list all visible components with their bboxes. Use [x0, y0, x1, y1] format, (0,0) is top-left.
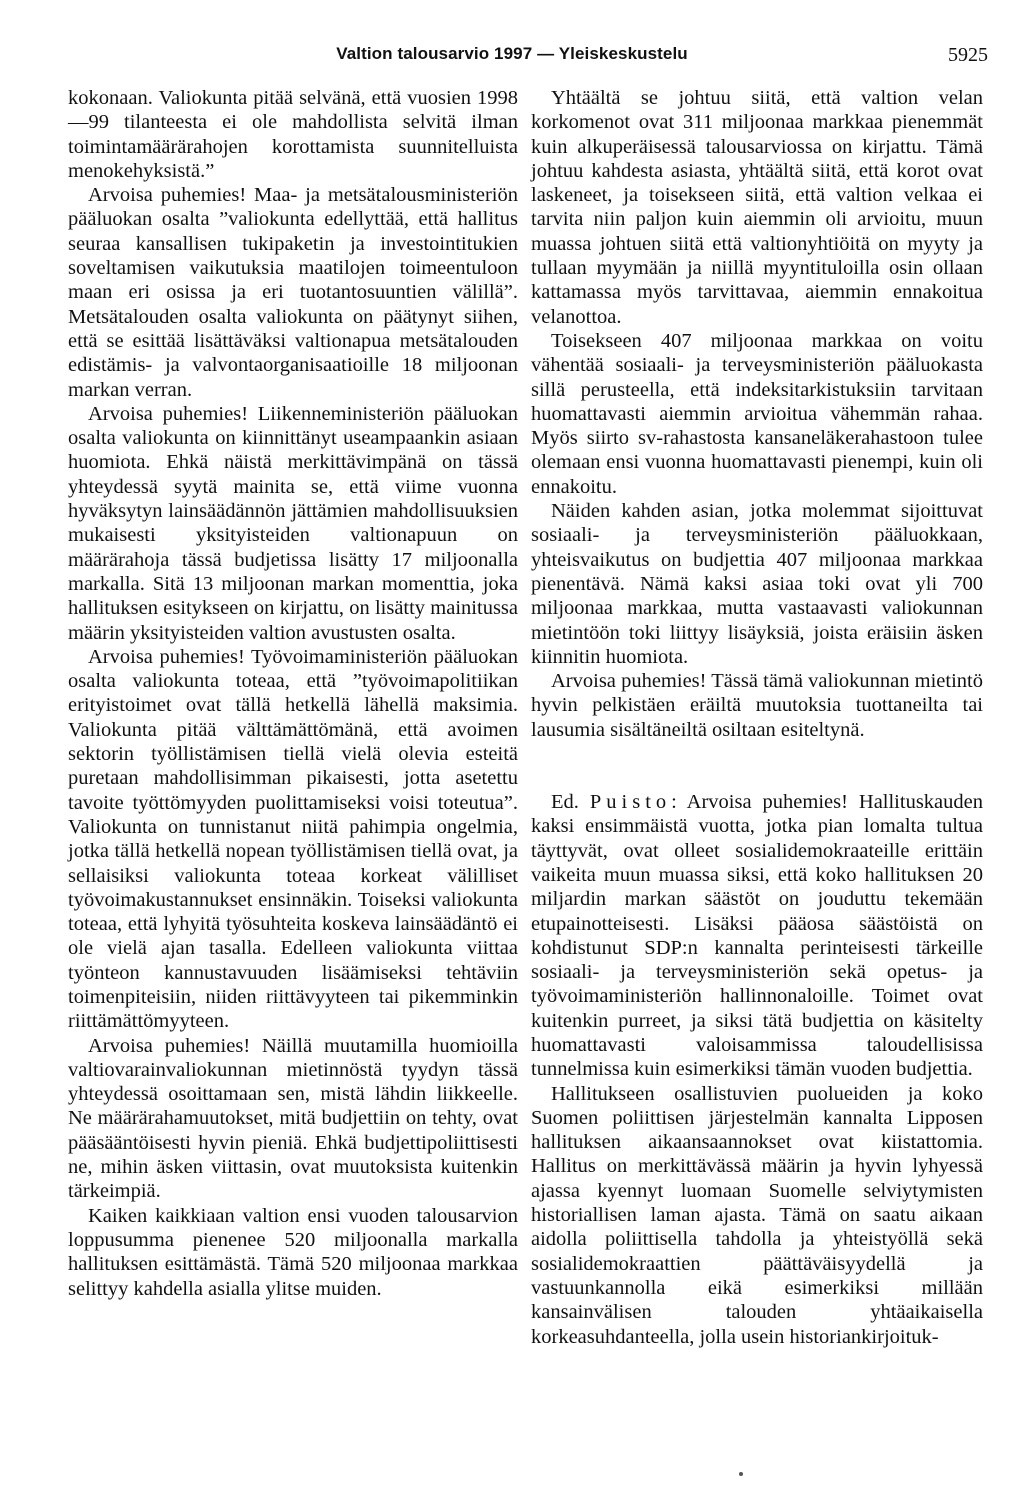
paragraph: Näiden kahden asian, jotka molemmat sijoittuvat sosiaali- ja terveysministeriön pääluokkaan, yhteisvaikutus on budjettia 407 miljoonaa markkaa pienentävä. Nämä kaksi asiaa toki ovat yli 700 miljoonaa markkaa, mutta vastaavasti valiokunnan mietintöön toki liittyy lisäyksiä, joista eräisiin äsken kiinnitin huomiota.: [531, 500, 983, 668]
paragraph: Yhtäältä se johtuu siitä, että valtion velan korkomenot ovat 311 miljoonaa markkaa pienemmät kuin alkuperäisessä talousarviossa on kirjattu. Tämä johtuu kahdesta asiasta, yhtäältä siitä, että korot ovat laskeneet, ja toisekseen siitä, että valtion velkaa ei tarvita niin paljon kuin aiemmin oli arvioitu, muun muassa johtuen siitä että valtionyhtiöitä on myyty ja tullaan myymään ja niillä myyntituloilla osin ollaan kattamassa myös tarvittavaa, aiemmin ennakoitua velanottoa.: [531, 87, 983, 328]
paragraph: Arvoisa puhemies! Työvoimaministeriön pääluokan osalta valiokunta toteaa, että ”työvoimapolitiikan erityistoimet ovat tällä hetkellä lähellä maksimia. Valiokunta pitää välttämättömänä, että avoimen sektorin työllistämisen tiellä vielä olevia esteitä puretaan mahdollisimman pikaisesti, jotta asetettu tavoite työttömyyden puolittamiseksi voisi toteutua”. Valiokunta on tunnistanut niitä pahimpia ongelmia, jotka tällä hetkellä nopean työllistämisen tiellä ovat, ja sellaisiksi valiokunta toteaa korkeat välilliset työvoimakustannukset ensinnäkin. Toiseksi valiokunta toteaa, että lyhyitä työsuhteita koskeva lainsäädäntö ei ole vielä ajan tasalla. Edelleen valiokunta viittaa työnteon kannustavuuden lisäämiseksi tehtäviin toimenpiteisiin, niiden riittävyyteen tai pikemminkin riittämättömyyteen.: [68, 645, 518, 1033]
paragraph: Arvoisa puhemies! Näillä muutamilla huomioilla valtiovarainvaliokunnan mietinnöstä tyydyn tässä yhteydessä osoittamaan sen, mistä lähdin liikkeelle. Ne määrärahamuutokset, mitä budjettiin on tehty, ovat pääsääntöisesti hyvin pieniä. Ehkä budjettipoliittisesti ne, mihin äsken viittasin, ovat muutoksista kuitenkin tärkeimpiä.: [68, 1034, 518, 1203]
scan-dot: [737, 1470, 745, 1478]
page-header: [0, 44, 1024, 78]
speech-opening: [531, 790, 983, 1082]
paragraph: Hallitukseen osallistuvien puolueiden ja koko Suomen poliittisen järjestelmän kannalta Lipposen hallituksen aikaansaannokset ovat kiistattomia. Hallitus on merkittävässä määrin ja hyvin lyhyessä ajassa kyennyt luomaan Suomelle selviytymisten historiallisen laman ajasta. Tämä on saatu aikaan aidolla poliittisella tahdolla ja yhteistyöllä sekä sosialidemokraattien päättäväisyydellä ja vastuunkannolla eikä esimerkiksi millään kansainvälisen talouden yhtäaikaisella korkeasuhdanteella, jolla usein historiankirjoituk-: [531, 1082, 983, 1348]
paragraph: Arvoisa puhemies! Tässä tämä valiokunnan mietintö hyvin pelkistäen eräiltä muutoksia tuottaneilta tai lausumia sisältäneiltä osiltaan esiteltynä.: [531, 670, 983, 741]
running-title: Valtion talousarvio 1997 — Yleiskeskustelu: [336, 44, 688, 63]
speaker-name: Puisto: [589, 791, 672, 814]
right-column: [531, 86, 983, 1349]
speaker-prefix: Ed.: [551, 791, 579, 814]
paragraph: Toisekseen 407 miljoonaa markkaa on voitu vähentää sosiaali- ja terveysministeriön pääluokasta sillä perusteella, että indeksitarkistuksiin tarvitaan huomattavasti aiemmin arvioitua vähemmän rahaa. Myös siirto sv-rahastosta kansaneläkerahastoon tulee olemaan ensi vuonna huomattavasti pienempi, kuin oli ennakoitu.: [531, 329, 983, 498]
paragraph: kokonaan. Valiokunta pitää selvänä, että vuosien 1998—99 tilanteesta ei ole mahdollista selvitä ilman toimintamäärärahojen korottamista suunnitelluista menokehyksistä.”: [68, 87, 518, 182]
left-column: [68, 86, 518, 1301]
paragraph: Arvoisa puhemies! Liikenneministeriön pääluokan osalta valiokunta on kiinnittänyt useampaankin asiaan huomiota. Ehkä näistä merkittävimpänä on tässä yhteydessä syytä mainita se, että viime vuonna hyväksytyn lainsäädännön jättämien mahdollisuuksien mukaisesti yksityisteiden valtionapuun on määrärahoja tässä budjetissa lisätty 17 miljoonalla markalla. Sitä 13 miljoonan markan momenttia, joka hallituksen esitykseen on kirjattu, on lisätty mainitussa määrin yksityisteiden valtion avustusten osalta.: [68, 402, 518, 644]
speech-intro: : Arvoisa puhemies! Hallituskauden kaksi ensimmäistä vuotta, jotka pian lomalta tultua täyttyvät, ovat olleet sosialidemokraateille erittäin vaikeita muun muassa siksi, että koko hallituksen 20 miljardin markan säästöt on jouduttu tekemään etupainotteisesti. Lisäksi pääosa säästöistä on kohdistunut SDP:n kannalta perinteisesti tärkeille sosiaali- ja terveysministeriön sekä opetus- ja työvoimaministeriön hallinnonaloille. Toimet ovat kuitenkin purreet, ja siksi tätä budjettia on käsitelty huomattavasti valoisammissa taloudellisissa tunnelmissa kuin esimerkiksi tämän vuoden budjettia.: [531, 791, 983, 1081]
page-number: 5925: [948, 44, 988, 66]
paragraph: Arvoisa puhemies! Maa- ja metsätalousministeriön pääluokan osalta ”valiokunta edellyttää, että hallitus seuraa kansallisen tukipaketin ja investointitukien soveltamisen vaikutuksia maatilojen toimeentuloon maan eri osissa ja eri tuotantosuuntien välillä”. Metsätalouden osalta valiokunta on päätynyt siihen, että se esittää lisättäväksi valtionapua metsätalouden edistämis- ja valvontaorganisaatioille 18 miljoonan markan verran.: [68, 184, 518, 401]
paragraph: Kaiken kaikkiaan valtion ensi vuoden talousarvion loppusumma pienenee 520 miljoonalla markalla hallituksen esittämästä. Tämä 520 miljoonaa markkaa selittyy kahdella asialla ylitse muiden.: [68, 1204, 518, 1300]
